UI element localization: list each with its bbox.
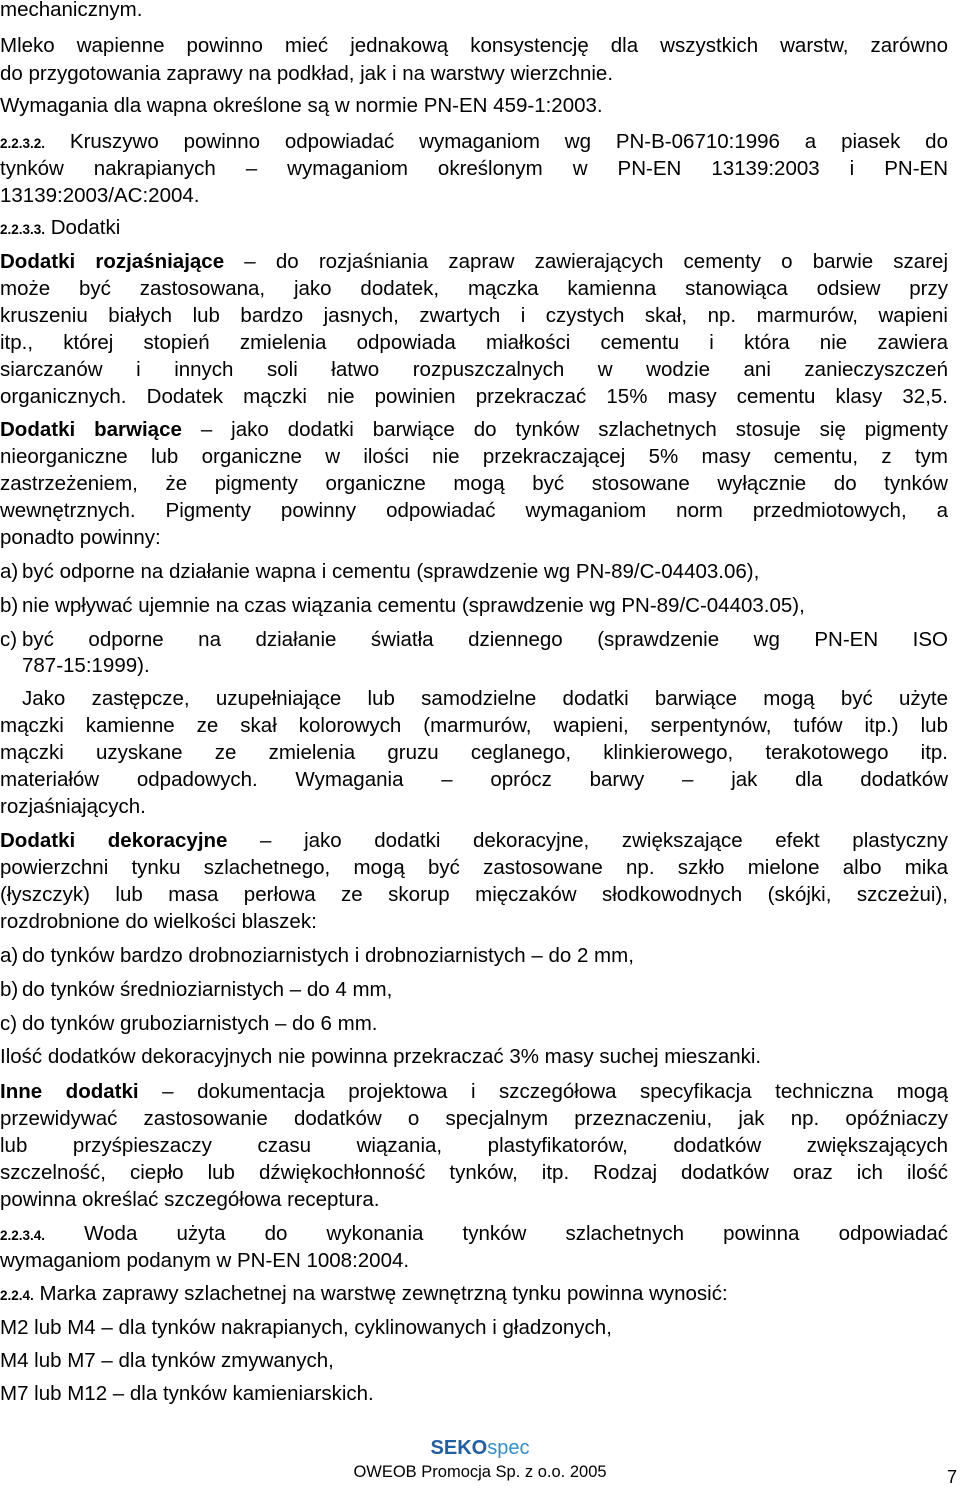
term: Dodatki dekoracyjne <box>0 829 228 852</box>
section-number: 2.2.4. <box>0 1288 34 1303</box>
text-line: mechanicznym. <box>0 0 143 21</box>
list-item: c) do tynków gruboziarnistych – do 6 mm. <box>0 1012 378 1035</box>
text-line: materiałów odpadowych. Wymagania – oprócz barwy – jak dla dodatków <box>0 768 948 791</box>
text-line: Wymagania dla wapna określone są w normie PN-EN 459-1:2003. <box>0 94 603 117</box>
text-line: wewnętrznych. Pigmenty powinny odpowiadać wymaganiom norm przedmiotowych, a <box>0 499 948 522</box>
list-item-text: być odporne na działanie światła dziennego (sprawdzenie wg PN-EN ISO <box>22 628 948 651</box>
paragraph-inne: Inne dodatki – dokumentacja projektowa i szczegółowa specyfikacja techniczna mogą <box>0 1080 948 1103</box>
section-number: 2.2.3.2. <box>0 136 46 151</box>
section-2-2-4: 2.2.4. Marka zaprawy szlachetnej na warstwę zewnętrzną tynku powinna wynosić: <box>0 1282 728 1305</box>
term: Dodatki rozjaśniające <box>0 250 225 273</box>
text-line: siarczanów i innych soli łatwo rozpuszczalnych w wodzie ani zanieczyszczeń <box>0 358 948 381</box>
text-line: powinna określać szczegółowa receptura. <box>0 1188 380 1211</box>
text-line: powierzchni tynku szlachetnego, mogą być zastosowane np. szkło mielone albo mika <box>0 856 948 879</box>
section-title: Dodatki <box>45 216 121 239</box>
footer-organization: OWEOB Promocja Sp. z o.o. 2005 <box>353 1463 607 1481</box>
text-line: organicznych. Dodatek mączki nie powinien przekraczać 15% masy cementu klasy 32,5. <box>0 385 948 408</box>
text-line: (łyszczyk) lub masa perłowa ze skorup mięczaków słodkowodnych (skójki, szczeżui), <box>0 883 948 906</box>
section-number: 2.2.3.3. <box>0 222 46 237</box>
text-line: Ilość dodatków dekoracyjnych nie powinna przekraczać 3% masy suchej mieszanki. <box>0 1045 762 1068</box>
term: Inne dodatki <box>0 1080 139 1103</box>
list-item: a) być odporne na działanie wapna i cementu (sprawdzenie wg PN-89/C-04403.06), <box>0 560 760 583</box>
list-item: M2 lub M4 – dla tynków nakrapianych, cyklinowanych i gładzonych, <box>0 1316 612 1339</box>
text-line: lub przyśpieszaczy czasu wiązania, plastyfikatorów, dodatków zwiększających <box>0 1134 948 1157</box>
term: Dodatki barwiące <box>0 418 182 441</box>
list-item-text: 787-15:1999). <box>22 654 150 677</box>
text-line: szczelność, ciepło lub dźwiękochłonność tynków, itp. Rodzaj dodatków oraz ich ilość <box>0 1161 948 1184</box>
text-line: nieorganiczne lub organiczne w ilości nie przekraczającej 5% masy cementu, z tym <box>0 445 948 468</box>
text-line: ponadto powinny: <box>0 526 161 549</box>
section-2-2-3-3 <box>0 214 948 242</box>
text-line: 13139:2003/AC:2004. <box>0 184 200 207</box>
list-item: b) nie wpływać ujemnie na czas wiązania cementu (sprawdzenie wg PN-89/C-04403.05), <box>0 594 805 617</box>
text-line: itp., której stopień zmielenia odpowiada miałkości cementu i która nie zawiera <box>0 331 948 354</box>
footer-logo <box>0 1436 960 1460</box>
text-line: tynków nakrapianych – wymaganiom określonym w PN-EN 13139:2003 i PN-EN <box>0 157 948 180</box>
section-2-2-3-4: 2.2.3.4. Woda użyta do wykonania tynków szlachetnych powinna odpowiadać <box>0 1222 948 1245</box>
paragraph-dekoracyjne: Dodatki dekoracyjne – jako dodatki dekoracyjne, zwiększające efekt plastyczny <box>0 829 948 852</box>
section-2-2-3-2: 2.2.3.2. Kruszywo powinno odpowiadać wymaganiom wg PN-B-06710:1996 a piasek do <box>0 130 948 153</box>
list-item: M7 lub M12 – dla tynków kamieniarskich. <box>0 1382 374 1405</box>
text-line: mączki uzyskane ze zmielenia gruzu ceglanego, klinkierowego, terakotowego itp. <box>0 741 948 764</box>
text-line: do przygotowania zaprawy na podkład, jak i na warstwy wierzchnie. <box>0 62 614 85</box>
text-line: zastrzeżeniem, że pigmenty organiczne mogą być stosowane wyłącznie do tynków <box>0 472 948 495</box>
paragraph-rozjasniajace: Dodatki rozjaśniające – do rozjaśniania zapraw zawierających cementy o barwie szarej <box>0 250 948 273</box>
list-item: c) <box>0 628 18 651</box>
text-line: wymaganiom podanym w PN-EN 1008:2004. <box>0 1249 410 1272</box>
logo-part-seko: SEKO <box>430 1437 488 1459</box>
list-item: M4 lub M7 – dla tynków zmywanych, <box>0 1349 334 1372</box>
text-line: może być zastosowana, jako dodatek, mączka kamienna stanowiąca odsiew przy <box>0 277 948 300</box>
text-line: rozjaśniających. <box>0 795 146 818</box>
text-line: kruszeniu białych lub bardzo jasnych, zwartych i czystych skał, np. marmurów, wapieni <box>0 304 948 327</box>
paragraph-barwiace: Dodatki barwiące – jako dodatki barwiące do tynków szlachetnych stosuje się pigmenty <box>0 418 948 441</box>
text-line: Mleko wapienne powinno mieć jednakową konsystencję dla wszystkich warstw, zarówno <box>0 34 948 57</box>
section-number: 2.2.3.4. <box>0 1228 46 1243</box>
list-item: a) do tynków bardzo drobnoziarnistych i drobnoziarnistych – do 2 mm, <box>0 944 634 967</box>
list-item: b) do tynków średnioziarnistych – do 4 mm, <box>0 978 393 1001</box>
paragraph-zastepcze: Jako zastępcze, uzupełniające lub samodzielne dodatki barwiące mogą być użyte <box>22 687 948 710</box>
text-line: przewidywać zastosowanie dodatków o specjalnym przeznaczeniu, jak np. opóźniaczy <box>0 1107 948 1130</box>
text-line: rozdrobnione do wielkości blaszek: <box>0 910 317 933</box>
logo-part-spec: spec <box>487 1437 530 1459</box>
text-line: mączki kamienne ze skał kolorowych (marmurów, wapieni, serpentynów, tufów itp.) lub <box>0 714 948 737</box>
page-number: 7 <box>946 1467 957 1487</box>
